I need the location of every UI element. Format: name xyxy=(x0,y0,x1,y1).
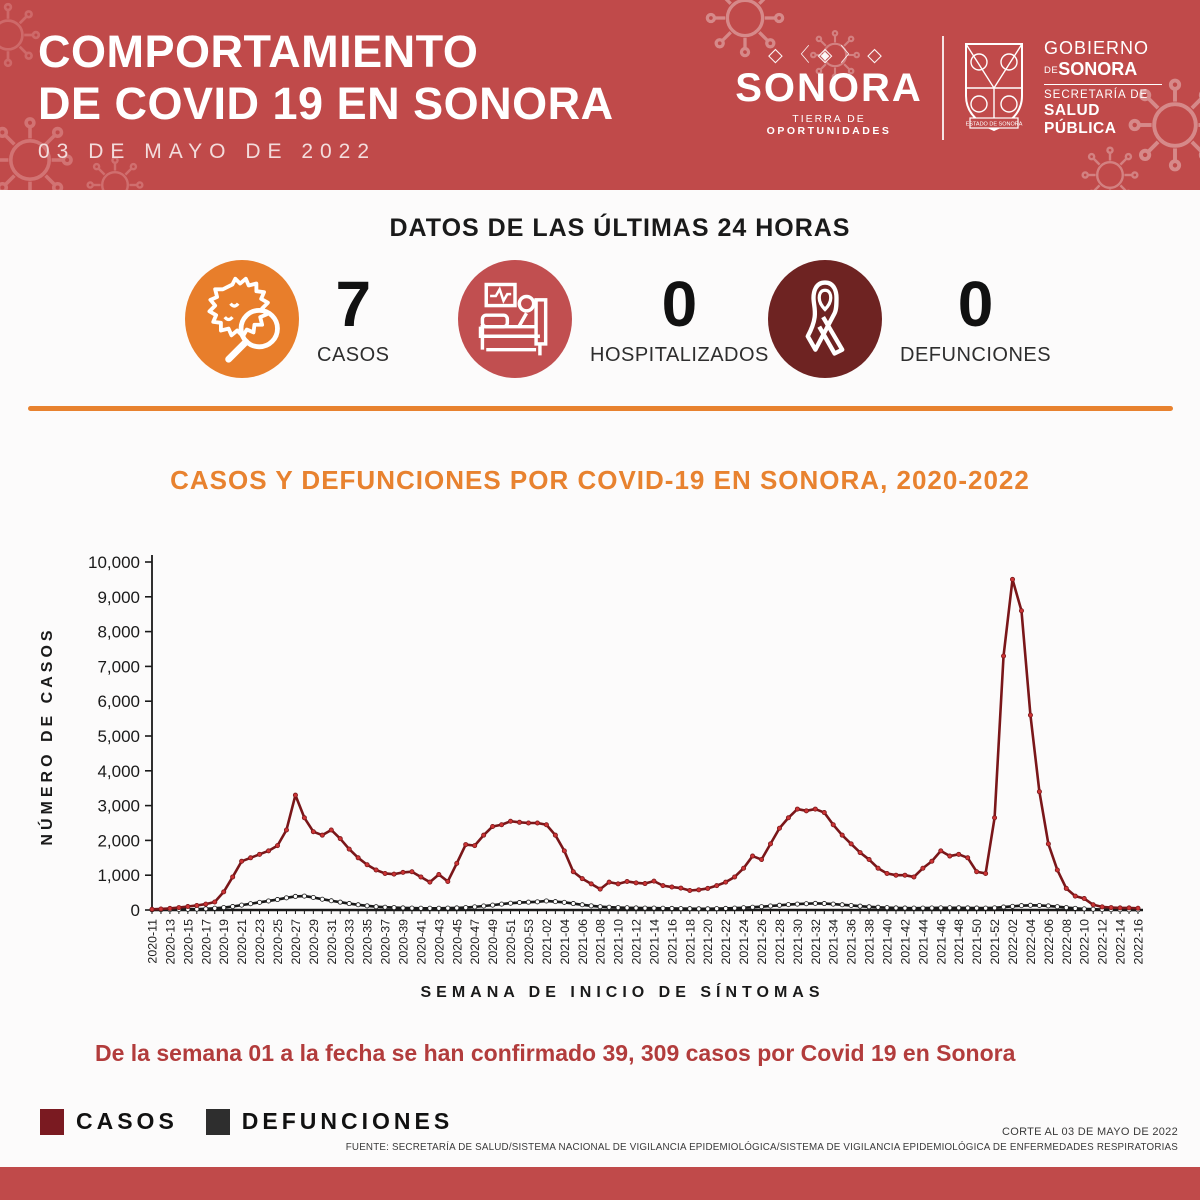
stat-defunciones-label: DEFUNCIONES xyxy=(900,343,1052,366)
tagline-light: TIERRA DE xyxy=(792,112,866,125)
svg-text:2020-51: 2020-51 xyxy=(504,919,519,965)
report-date: 03 DE MAYO DE 2022 xyxy=(38,140,377,163)
svg-text:2021-30: 2021-30 xyxy=(790,919,805,965)
sonora-coat-of-arms-icon xyxy=(962,40,1026,136)
stat-hospitalizados-value: 0 xyxy=(661,267,698,340)
svg-text:2022-06: 2022-06 xyxy=(1041,919,1056,965)
svg-text:2021-28: 2021-28 xyxy=(772,919,787,965)
svg-text:7,000: 7,000 xyxy=(97,657,140,677)
sonora-ornament-icon: ◇〈◈〉◇ xyxy=(768,44,890,66)
summary-text: De la semana 01 a la fecha se han confirmado 39, 309 casos por Covid 19 en Sonora xyxy=(95,1040,1016,1066)
stat-casos-label: CASOS xyxy=(317,343,390,366)
svg-text:NÚMERO DE CASOS: NÚMERO DE CASOS xyxy=(39,626,56,846)
svg-text:2021-02: 2021-02 xyxy=(539,919,554,965)
svg-text:2,000: 2,000 xyxy=(97,831,140,851)
svg-text:2021-52: 2021-52 xyxy=(988,919,1003,965)
svg-text:2020-31: 2020-31 xyxy=(324,919,339,965)
cases-deaths-line-chart xyxy=(0,545,1200,1015)
gov-line2 xyxy=(1044,59,1172,80)
svg-text:2020-21: 2020-21 xyxy=(235,919,250,965)
svg-text:2022-04: 2022-04 xyxy=(1023,919,1038,965)
legend-item-casos xyxy=(40,1108,178,1135)
svg-text:2020-15: 2020-15 xyxy=(181,919,196,965)
svg-text:2021-26: 2021-26 xyxy=(755,919,770,965)
brand-divider xyxy=(942,36,944,140)
svg-text:8,000: 8,000 xyxy=(97,622,140,642)
stat-defunciones xyxy=(768,260,1051,378)
svg-text:2020-23: 2020-23 xyxy=(253,919,268,965)
svg-text:2020-29: 2020-29 xyxy=(306,919,321,965)
casos-swatch xyxy=(40,1109,64,1135)
svg-text:2022-16: 2022-16 xyxy=(1131,919,1146,965)
defunciones-swatch xyxy=(206,1109,230,1135)
svg-text:2022-12: 2022-12 xyxy=(1095,919,1110,965)
gov-line1: GOBIERNO xyxy=(1044,37,1150,58)
svg-text:2021-24: 2021-24 xyxy=(737,919,752,965)
svg-text:2020-47: 2020-47 xyxy=(468,919,483,965)
svg-text:2022-10: 2022-10 xyxy=(1077,919,1092,965)
chart-title: CASOS Y DEFUNCIONES POR COVID-19 EN SONORA, 2020-2022 xyxy=(170,465,1030,495)
svg-text:2021-38: 2021-38 xyxy=(862,919,877,965)
dept-line1: SECRETARÍA DE xyxy=(1044,89,1149,102)
awareness-ribbon-icon xyxy=(768,260,882,378)
gov-line2-sonora: SONORA xyxy=(1058,58,1138,79)
stat-hospitalizados xyxy=(458,260,769,378)
stat-defunciones-value: 0 xyxy=(957,267,994,340)
sonora-tagline xyxy=(734,113,924,137)
svg-text:2021-06: 2021-06 xyxy=(575,919,590,965)
svg-text:2021-40: 2021-40 xyxy=(880,919,895,965)
svg-text:1,000: 1,000 xyxy=(97,866,140,886)
svg-text:2022-08: 2022-08 xyxy=(1059,919,1074,965)
svg-text:2021-16: 2021-16 xyxy=(665,919,680,965)
svg-text:2021-44: 2021-44 xyxy=(916,919,931,965)
svg-text:2021-10: 2021-10 xyxy=(611,919,626,965)
svg-text:ESTADO DE SONORA: ESTADO DE SONORA xyxy=(965,121,1023,128)
svg-text:2021-14: 2021-14 xyxy=(647,919,662,965)
svg-text:2021-04: 2021-04 xyxy=(557,919,572,965)
svg-text:2020-35: 2020-35 xyxy=(360,919,375,965)
svg-text:5,000: 5,000 xyxy=(97,727,140,746)
stat-casos-value: 7 xyxy=(335,267,372,340)
svg-text:0: 0 xyxy=(130,901,140,920)
svg-text:2020-43: 2020-43 xyxy=(432,919,447,965)
svg-text:2021-20: 2021-20 xyxy=(701,919,716,965)
xaxis-title: SEMANA DE INICIO DE SÍNTOMAS xyxy=(420,984,825,1001)
svg-text:9,000: 9,000 xyxy=(97,587,140,607)
svg-text:2020-27: 2020-27 xyxy=(288,919,303,965)
sonora-logo xyxy=(734,40,924,137)
svg-text:2021-46: 2021-46 xyxy=(934,919,949,965)
dept-line2: SALUD PÚBLICA xyxy=(1044,102,1117,138)
svg-text:2020-11: 2020-11 xyxy=(145,919,160,964)
svg-text:10,000: 10,000 xyxy=(88,553,140,572)
svg-text:2020-13: 2020-13 xyxy=(163,919,178,965)
brand-logos xyxy=(734,36,1172,140)
svg-text:2021-36: 2021-36 xyxy=(844,919,859,965)
svg-text:2020-33: 2020-33 xyxy=(342,919,357,965)
stat-casos xyxy=(185,260,390,378)
bottom-red-strip xyxy=(0,1167,1200,1200)
gov-line2-de: DE xyxy=(1044,64,1059,76)
svg-text:2020-41: 2020-41 xyxy=(414,919,429,965)
hospital-bed-icon xyxy=(458,260,572,378)
svg-text:2021-08: 2021-08 xyxy=(593,919,608,965)
svg-text:2020-45: 2020-45 xyxy=(450,919,465,965)
svg-text:6,000: 6,000 xyxy=(97,692,140,712)
svg-text:2020-53: 2020-53 xyxy=(521,919,536,965)
svg-text:2020-17: 2020-17 xyxy=(199,919,214,965)
svg-text:2020-25: 2020-25 xyxy=(270,919,285,965)
header-banner xyxy=(0,0,1200,190)
svg-text:2021-22: 2021-22 xyxy=(719,919,734,965)
footer-fuente: FUENTE: SECRETARÍA DE SALUD/SISTEMA NACIONAL DE VIGILANCIA EPIDEMIOLÓGICA/SISTEMA DE VIGILANCIA EPIDEMIOLÓGICA DE ENFERMEDADES RESPIRATORIAS xyxy=(345,1142,1178,1153)
svg-text:2022-14: 2022-14 xyxy=(1113,919,1128,965)
svg-text:2020-37: 2020-37 xyxy=(378,919,393,965)
gov-rule xyxy=(1044,84,1162,85)
header-title-block xyxy=(38,26,614,164)
page-title-line2: DE COVID 19 EN SONORA xyxy=(38,78,614,129)
svg-text:2021-32: 2021-32 xyxy=(808,919,823,965)
casos-legend-label: CASOS xyxy=(76,1108,178,1134)
footer-corte: CORTE AL 03 DE MAYO DE 2022 xyxy=(1001,1126,1178,1138)
svg-text:2020-19: 2020-19 xyxy=(217,919,232,965)
tagline-bold: OPORTUNIDADES xyxy=(766,124,892,137)
svg-text:4,000: 4,000 xyxy=(97,761,140,781)
sonora-wordmark: SONORA xyxy=(735,65,923,110)
svg-text:2021-18: 2021-18 xyxy=(683,919,698,965)
defunciones-legend-label: DEFUNCIONES xyxy=(241,1108,454,1134)
svg-text:2021-42: 2021-42 xyxy=(898,919,913,965)
svg-text:2021-50: 2021-50 xyxy=(970,919,985,965)
footer-note xyxy=(346,1126,1178,1153)
gobierno-sonora-logo xyxy=(1044,38,1172,138)
svg-text:2021-48: 2021-48 xyxy=(952,919,967,965)
svg-text:2020-49: 2020-49 xyxy=(486,919,501,965)
stats-section-title: DATOS DE LAS ÚLTIMAS 24 HORAS xyxy=(389,214,851,242)
svg-text:2020-39: 2020-39 xyxy=(396,919,411,965)
svg-text:2021-34: 2021-34 xyxy=(826,919,841,965)
svg-text:3,000: 3,000 xyxy=(97,796,140,816)
svg-text:2021-12: 2021-12 xyxy=(629,919,644,965)
svg-text:2022-02: 2022-02 xyxy=(1006,919,1021,965)
page-title-line1: COMPORTAMIENTO xyxy=(38,26,479,77)
stat-hospitalizados-label: HOSPITALIZADOS xyxy=(590,343,769,366)
orange-divider xyxy=(28,406,1173,411)
virus-magnifier-icon xyxy=(185,260,299,378)
